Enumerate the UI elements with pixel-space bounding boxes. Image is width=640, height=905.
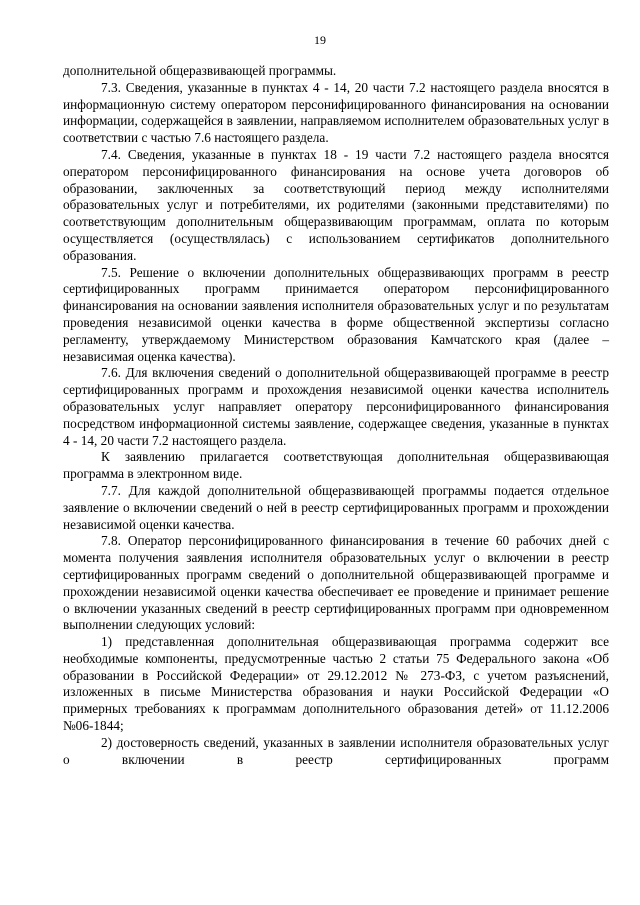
paragraph-7-5: 7.5. Решение о включении дополнительных общеразвивающих программ в реестр сертифицированных программ принимается оператором персонифицированного финансирования на основании заявления исполнителя образовательных услуг и по результатам проведения независимой оценки качества в форме общественной экспертизы согласно регламенту, утверждаемому Министерством образования Камчатского края (далее – независимая оценка качества). [63, 264, 609, 364]
paragraph-attachment-note: К заявлению прилагается соответствующая дополнительная общеразвивающая программа в электронном виде. [63, 449, 609, 482]
page-number: 19 [314, 33, 326, 47]
paragraph-7-7: 7.7. Для каждой дополнительной общеразвивающей программы подается отдельное заявление о включении сведений о ней в реестр сертифицированных программ и прохождении независимой оценки качества. [63, 482, 609, 532]
condition-item-2: 2) достоверность сведений, указанных в заявлении исполнителя образовательных услуг о включении в реестр сертифицированных программ [63, 734, 609, 767]
paragraph-7-3: 7.3. Сведения, указанные в пунктах 4 - 14, 20 части 7.2 настоящего раздела вносятся в информационную систему оператором персонифицированного финансирования на основании информации, содержащейся в заявлении, направляемом исполнителем образовательных услуг в соответствии с частью 7.6 настоящего раздела. [63, 79, 609, 146]
paragraph-continuation: дополнительной общеразвивающей программы. [63, 63, 337, 78]
paragraph-7-4: 7.4. Сведения, указанные в пунктах 18 - 19 части 7.2 настоящего раздела вносятся оператором персонифицированного финансирования на основе учета договоров об образовании, заключенных за соответствующий период между исполнителями образовательных услуг и потребителями, их родителями (законными представителями) по соответствующим дополнительным общеразвивающим программам, оплата по которым осуществляется (осуществлялась) с использованием сертификатов дополнительного образования. [63, 146, 609, 263]
condition-item-1: 1) представленная дополнительная общеразвивающая программа содержит все необходимые компоненты, предусмотренные частью 2 статьи 75 Федерального закона «Об образовании в Российской Федерации» от 29.12.2012 № 273-ФЗ, с учетом разъяснений, изложенных в письме Министерства образования и науки Российской Федерации «О примерных требованиях к программам дополнительного образования детей» от 11.12.2006 №06-1844; [63, 634, 609, 734]
paragraph-7-8: 7.8. Оператор персонифицированного финансирования в течение 60 рабочих дней с момента получения заявления исполнителя образовательных услуг о включении в реестр сертифицированных программ сведений о дополнительной общеразвивающей программе и прохождении независимой оценки качества обеспечивает ее проведение и принимает решение о включении указанных сведений в реестр сертифицированных программ при одновременном выполнении следующих условий: [63, 533, 609, 633]
document-body [63, 63, 609, 768]
paragraph-7-6: 7.6. Для включения сведений о дополнительной общеразвивающей программе в реестр сертифицированных программ и прохождения независимой оценки качества исполнитель образовательных услуг направляет оператору персонифицированного финансирования посредством информационной системы заявление, содержащее сведения, указанные в пунктах 4 - 14, 20 части 7.2 настоящего раздела. [63, 365, 609, 448]
